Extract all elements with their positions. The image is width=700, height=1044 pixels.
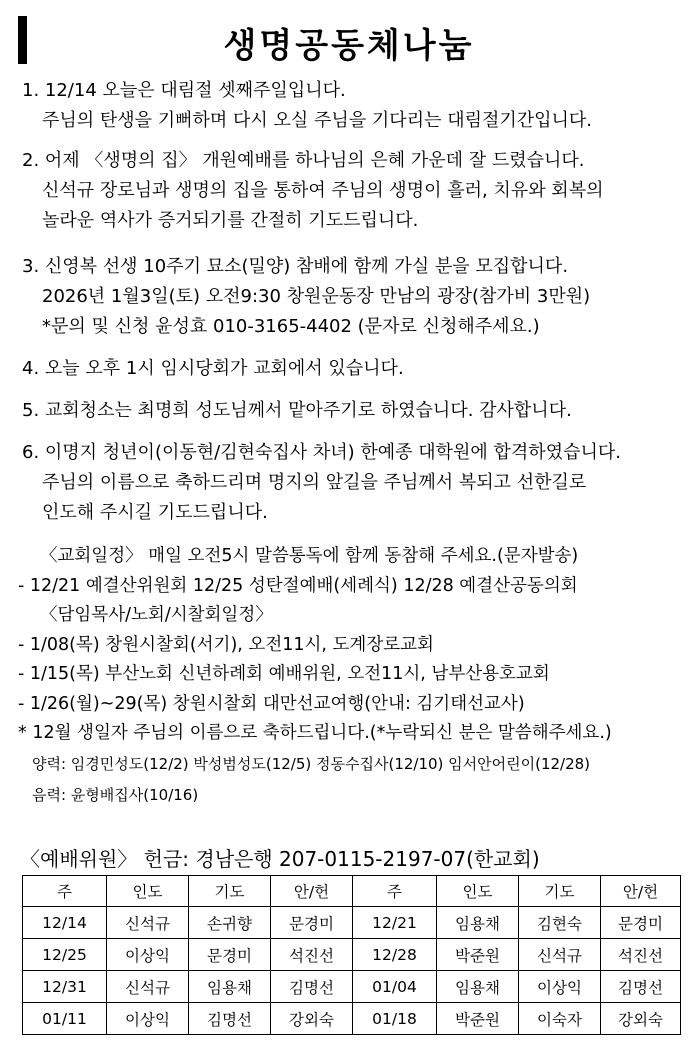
- worship-committee-title: 〈예배위원〉 헌금: 경남은행 207-0115-2197-07(한교회): [20, 847, 540, 871]
- announcement-line: 5. 교회청소는 최명희 성도님께서 맡아주기로 하였습니다. 감사합니다.: [22, 400, 572, 421]
- table-row: [23, 907, 681, 939]
- table-cell: 이상익: [107, 1003, 189, 1035]
- header-cell: 안/헌: [601, 876, 681, 907]
- announcement-5: [22, 396, 692, 426]
- table-cell: 강외숙: [601, 1003, 681, 1035]
- title-bar: [18, 16, 680, 68]
- header-cell: 주: [353, 876, 437, 907]
- announcement-line: 6. 이명지 청년이(이동현/김현숙집사 차녀) 한예종 대학원에 합격하였습니다.: [22, 442, 621, 463]
- header-cell: 인도: [437, 876, 519, 907]
- pastor-schedule-item: - 1/08(목) 창원시찰회(서기), 오전11시, 도계장로교회: [18, 634, 434, 655]
- announcement-1: [22, 76, 692, 136]
- announcement-line: 주님의 이름으로 축하드리며 명지의 앞길을 주님께서 복되고 선한길로: [42, 472, 587, 493]
- church-schedule-header: 〈교회일정〉 매일 오전5시 말씀통독에 함께 동참해 주세요.(문자발송): [40, 546, 579, 566]
- table-cell: 이상익: [107, 939, 189, 971]
- table-cell: 김명선: [601, 971, 681, 1003]
- announcement-line: 2. 어제 〈생명의 집〉 개원예배를 하나님의 은혜 가운데 잘 드렸습니다.: [22, 150, 585, 171]
- announcement-line: 놀라운 역사가 증거되기를 간절히 기도드립니다.: [42, 210, 419, 231]
- table-cell: 12/14: [23, 907, 107, 939]
- announcement-3: [22, 252, 692, 342]
- table-cell: 12/21: [353, 907, 437, 939]
- table-cell: 문경미: [601, 907, 681, 939]
- header-cell: 기도: [189, 876, 271, 907]
- table-cell: 신석규: [519, 939, 601, 971]
- table-cell: 임용채: [437, 971, 519, 1003]
- table-cell: 12/31: [23, 971, 107, 1003]
- table-cell: 12/25: [23, 939, 107, 971]
- table-cell: 석진선: [601, 939, 681, 971]
- announcement-line: 3. 신영복 선생 10주기 묘소(밀양) 참배에 함께 가실 분을 모집합니다.: [22, 256, 569, 277]
- table-cell: 12/28: [353, 939, 437, 971]
- table-cell: 김명선: [271, 971, 353, 1003]
- announcement-line: *문의 및 신청 윤성효 010-3165-4402 (문자로 신청해주세요.): [42, 316, 540, 337]
- table-cell: 손귀향: [189, 907, 271, 939]
- header-cell: 인도: [107, 876, 189, 907]
- table-cell: 김명선: [189, 1003, 271, 1035]
- table-row: [23, 939, 681, 971]
- table-cell: 박준원: [437, 939, 519, 971]
- table-cell: 임용채: [437, 907, 519, 939]
- header-cell: 기도: [519, 876, 601, 907]
- page-title: 생명공동체나눔: [223, 26, 475, 66]
- announcement-4: [22, 354, 692, 384]
- table-row: [23, 971, 681, 1003]
- table-cell: 01/11: [23, 1003, 107, 1035]
- pastor-schedule-item: - 1/15(목) 부산노회 신년하례회 예배위원, 오전11시, 남부산용호교회: [18, 664, 550, 684]
- pastor-schedule-item: - 1/26(월)~29(목) 창원시찰회 대만선교여행(안내: 김기태선교사): [18, 693, 525, 714]
- table-cell: 이숙자: [519, 1003, 601, 1035]
- announcement-6: [22, 438, 692, 528]
- table-cell: 01/18: [353, 1003, 437, 1035]
- schedule-section: [18, 542, 688, 811]
- announcement-line: 주님의 탄생을 기뻐하며 다시 오실 주님을 기다리는 대림절기간입니다.: [42, 110, 593, 131]
- table-cell: 석진선: [271, 939, 353, 971]
- table-cell: 박준원: [437, 1003, 519, 1035]
- table-cell: 임용채: [189, 971, 271, 1003]
- table-cell: 신석규: [107, 971, 189, 1003]
- birthday-lunar: 음력: 윤형배집사(10/16): [32, 785, 199, 804]
- announcement-2: [22, 146, 692, 236]
- announcement-line: 2026년 1월3일(토) 오전9:30 창원운동장 만남의 광장(참가비 3만원): [42, 286, 591, 307]
- pastor-schedule-header: 〈담임목사/노회/시찰회일정〉: [40, 605, 273, 625]
- table-header-row: [23, 876, 681, 907]
- announcement-line: 4. 오늘 오후 1시 임시당회가 교회에서 있습니다.: [22, 358, 404, 379]
- worship-roster-table: [22, 875, 681, 1035]
- table-cell: 강외숙: [271, 1003, 353, 1035]
- birthday-solar: 양력: 임경민성도(12/2) 박성범성도(12/5) 정동수집사(12/10) 임서안어린이(12/28): [32, 754, 591, 773]
- table-cell: 신석규: [107, 907, 189, 939]
- table-cell: 문경미: [271, 907, 353, 939]
- announcement-line: 인도해 주시길 기도드립니다.: [42, 502, 268, 523]
- header-cell: 주: [23, 876, 107, 907]
- church-schedule-item: - 12/21 예결산위원회 12/25 성탄절예배(세례식) 12/28 예결산공동의회: [18, 575, 578, 596]
- table-cell: 김현숙: [519, 907, 601, 939]
- announcement-line: 신석규 장로님과 생명의 집을 통하여 주님의 생명이 흘러, 치유와 회복의: [42, 180, 604, 201]
- table-row: [23, 1003, 681, 1035]
- birthday-header: * 12월 생일자 주님의 이름으로 축하드립니다.(*누락되신 분은 말씀해주세요.): [18, 723, 612, 743]
- header-cell: 안/헌: [271, 876, 353, 907]
- table-cell: 01/04: [353, 971, 437, 1003]
- table-cell: 문경미: [189, 939, 271, 971]
- table-cell: 이상익: [519, 971, 601, 1003]
- announcement-line: 1. 12/14 오늘은 대림절 셋째주일입니다.: [22, 80, 346, 101]
